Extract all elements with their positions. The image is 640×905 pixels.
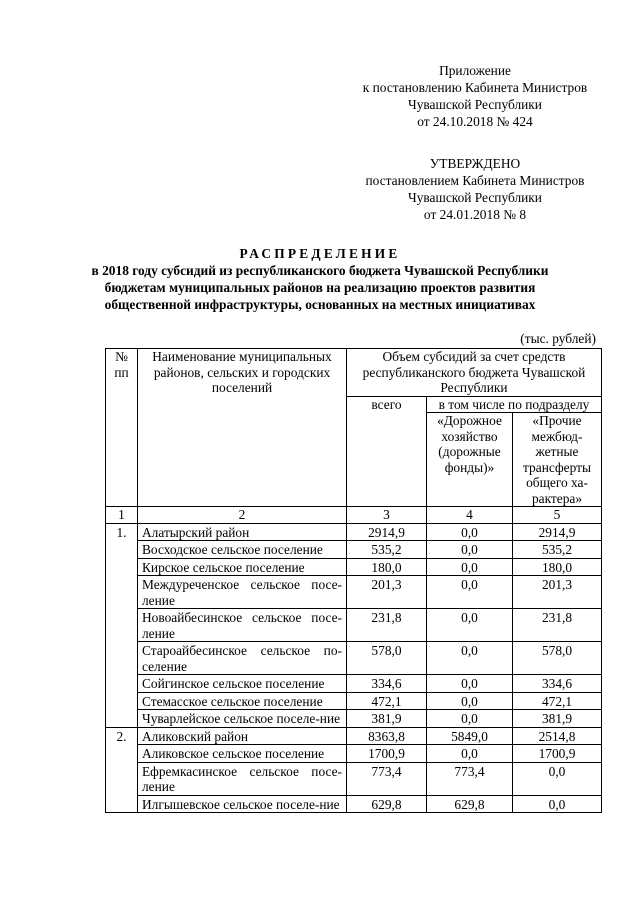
row-name: Новоайбесинское сельское посе-ление xyxy=(138,609,347,642)
row-road-fund: 0,0 xyxy=(427,609,513,642)
row-number xyxy=(106,576,138,609)
row-road-fund: 773,4 xyxy=(427,762,513,795)
row-total: 180,0 xyxy=(347,558,427,576)
row-other-transfers: 2914,9 xyxy=(513,523,602,541)
col-header-incl: в том числе по подразделу xyxy=(427,396,602,413)
col-number: 4 xyxy=(427,507,513,524)
row-name: Чуварлейское сельское поселе-ние xyxy=(138,710,347,728)
col-number: 1 xyxy=(106,507,138,524)
table-row xyxy=(106,745,602,763)
row-name: Староайбесинское сельское по-селение xyxy=(138,642,347,675)
row-road-fund: 0,0 xyxy=(427,576,513,609)
row-number xyxy=(106,558,138,576)
col-number: 2 xyxy=(138,507,347,524)
row-other-transfers: 201,3 xyxy=(513,576,602,609)
row-name: Аликовский район xyxy=(138,727,347,745)
col-header-road: «Дорожное хозяйство (дорожные фонды)» xyxy=(427,413,513,507)
row-name: Сойгинское сельское поселение xyxy=(138,675,347,693)
approved-line: постановлением Кабинета Министров xyxy=(365,173,585,188)
table-row xyxy=(106,675,602,693)
row-road-fund: 0,0 xyxy=(427,710,513,728)
col-number: 5 xyxy=(513,507,602,524)
col-header-volume: Объем субсидий за счет средств республиканского бюджета Чувашской Республики xyxy=(347,349,602,397)
title-heading: РАСПРЕДЕЛЕНИЕ xyxy=(239,246,401,261)
row-number: 1. xyxy=(106,523,138,541)
row-number xyxy=(106,692,138,710)
table-row xyxy=(106,576,602,609)
row-total: 334,6 xyxy=(347,675,427,693)
row-road-fund: 629,8 xyxy=(427,795,513,813)
row-other-transfers: 1700,9 xyxy=(513,745,602,763)
table-row xyxy=(106,642,602,675)
approval-line: Чувашской Республики xyxy=(408,97,542,112)
row-other-transfers: 578,0 xyxy=(513,642,602,675)
row-road-fund: 0,0 xyxy=(427,541,513,559)
approved-line: Чувашской Республики xyxy=(408,190,542,205)
row-number xyxy=(106,762,138,795)
row-name: Илгышевское сельское поселе-ние xyxy=(138,795,347,813)
title-line: общественной инфраструктуры, основанных на местных инициативах xyxy=(104,297,536,312)
row-name: Междуреченское сельское посе-ление xyxy=(138,576,347,609)
row-total: 1700,9 xyxy=(347,745,427,763)
row-road-fund: 0,0 xyxy=(427,745,513,763)
row-other-transfers: 2514,8 xyxy=(513,727,602,745)
row-name: Алатырский район xyxy=(138,523,347,541)
row-number xyxy=(106,675,138,693)
row-number xyxy=(106,710,138,728)
table-row xyxy=(106,541,602,559)
row-road-fund: 5849,0 xyxy=(427,727,513,745)
row-other-transfers: 472,1 xyxy=(513,692,602,710)
approved-block xyxy=(340,155,610,223)
row-name: Ефремкасинское сельское посе-ление xyxy=(138,762,347,795)
table-row xyxy=(106,558,602,576)
row-total: 472,1 xyxy=(347,692,427,710)
approval-block xyxy=(340,62,610,130)
row-road-fund: 0,0 xyxy=(427,558,513,576)
row-name: Стемасское сельское поселение xyxy=(138,692,347,710)
row-total: 381,9 xyxy=(347,710,427,728)
row-other-transfers: 231,8 xyxy=(513,609,602,642)
row-total: 535,2 xyxy=(347,541,427,559)
approval-line: Приложение xyxy=(439,63,511,78)
row-road-fund: 0,0 xyxy=(427,675,513,693)
document-title xyxy=(0,245,640,313)
row-other-transfers: 180,0 xyxy=(513,558,602,576)
col-header-num: № пп xyxy=(106,349,138,507)
row-total: 629,8 xyxy=(347,795,427,813)
col-number: 3 xyxy=(347,507,427,524)
row-total: 2914,9 xyxy=(347,523,427,541)
approval-line: от 24.10.2018 № 424 xyxy=(417,114,533,129)
units-label: (тыс. рублей) xyxy=(520,331,596,346)
approved-line: от 24.01.2018 № 8 xyxy=(423,207,527,222)
row-other-transfers: 535,2 xyxy=(513,541,602,559)
row-other-transfers: 334,6 xyxy=(513,675,602,693)
table-row xyxy=(106,609,602,642)
row-total: 578,0 xyxy=(347,642,427,675)
col-header-other: «Прочие межбюд-жетные трансферты общего ха-рактера» xyxy=(513,413,602,507)
row-total: 773,4 xyxy=(347,762,427,795)
approved-line: УТВЕРЖДЕНО xyxy=(429,156,521,171)
table-body xyxy=(106,523,602,813)
row-name: Кирское сельское поселение xyxy=(138,558,347,576)
row-total: 201,3 xyxy=(347,576,427,609)
subsidy-table xyxy=(105,348,602,813)
table-row xyxy=(106,710,602,728)
row-other-transfers: 381,9 xyxy=(513,710,602,728)
table-row xyxy=(106,727,602,745)
title-line: в 2018 году субсидий из республиканского бюджета Чувашской Республики xyxy=(91,263,549,278)
row-total: 231,8 xyxy=(347,609,427,642)
row-number xyxy=(106,642,138,675)
row-total: 8363,8 xyxy=(347,727,427,745)
row-number xyxy=(106,609,138,642)
col-header-total: всего xyxy=(347,396,427,507)
table-row xyxy=(106,523,602,541)
row-name: Восходское сельское поселение xyxy=(138,541,347,559)
row-road-fund: 0,0 xyxy=(427,692,513,710)
row-other-transfers: 0,0 xyxy=(513,795,602,813)
table-row xyxy=(106,795,602,813)
row-number xyxy=(106,795,138,813)
row-number xyxy=(106,745,138,763)
table-row xyxy=(106,762,602,795)
col-header-name: Наименование муниципальных районов, сельских и городских поселений xyxy=(138,349,347,507)
row-other-transfers: 0,0 xyxy=(513,762,602,795)
row-name: Аликовское сельское поселение xyxy=(138,745,347,763)
row-road-fund: 0,0 xyxy=(427,642,513,675)
approval-line: к постановлению Кабинета Министров xyxy=(362,80,588,95)
row-road-fund: 0,0 xyxy=(427,523,513,541)
title-line: бюджетам муниципальных районов на реализацию проектов развития xyxy=(104,280,536,295)
row-number xyxy=(106,541,138,559)
table-row xyxy=(106,692,602,710)
row-number: 2. xyxy=(106,727,138,745)
